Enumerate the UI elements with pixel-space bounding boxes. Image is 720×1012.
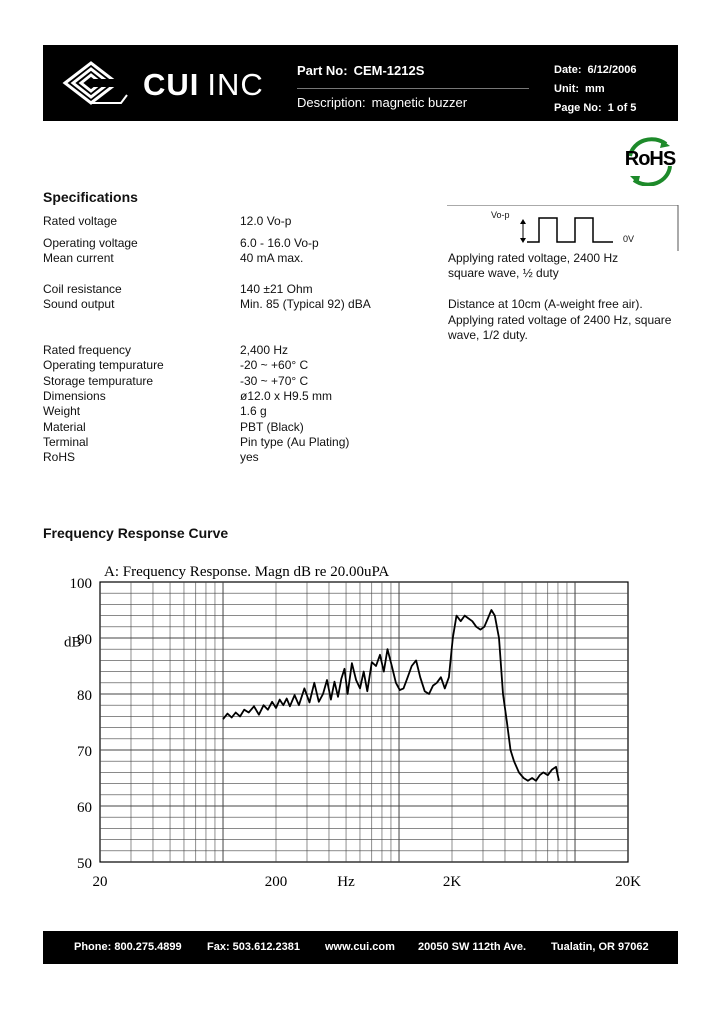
page-label: Page No: (554, 102, 602, 114)
spec-label: Operating voltage (43, 236, 138, 250)
note-line-1: Applying rated voltage, 2400 Hz (448, 251, 619, 265)
spec-label: Operating tempurature (43, 358, 164, 372)
spec-value: -30 ~ +70° C (240, 374, 309, 388)
part-value: CEM-1212S (353, 63, 425, 78)
spec-label: Storage tempurature (43, 374, 154, 388)
description-row (297, 93, 529, 113)
note-line-5: wave, 1/2 duty. (448, 328, 528, 342)
spec-value: ø12.0 x H9.5 mm (240, 389, 333, 403)
spec-label: Material (43, 420, 86, 434)
footer-fax: Fax: 503.612.2381 (207, 941, 300, 953)
spec-label: Rated frequency (43, 343, 132, 357)
spec-value: 40 mA max. (240, 251, 304, 265)
waveform-bottom-label: 0V (623, 234, 635, 244)
footer-web[interactable]: www.cui.com (325, 941, 395, 953)
frequency-response-chart (60, 560, 660, 890)
footer-city: Tualatin, OR 97062 (551, 941, 649, 953)
cui-logo (61, 55, 296, 111)
cui-brand (143, 67, 264, 103)
part-label: Part No: (297, 63, 348, 78)
spec-label: Mean current (43, 251, 114, 265)
unit-label: Unit: (554, 83, 580, 95)
y-tick-label: 60 (77, 800, 92, 816)
spec-label: Weight (43, 404, 81, 418)
description-value: magnetic buzzer (371, 95, 468, 110)
y-tick-label: 80 (77, 688, 92, 704)
y-axis-label: dB (64, 634, 82, 651)
part-number-row (297, 61, 529, 81)
note-line-2: square wave, ½ duty (448, 266, 559, 280)
date-value: 6/12/2006 (587, 64, 637, 76)
waveform-top-label: Vo-p (491, 210, 510, 220)
x-tick-label: 20 (92, 874, 108, 890)
y-tick-label: 50 (77, 856, 92, 872)
rohs-badge (622, 136, 678, 186)
spec-label: Rated voltage (43, 214, 118, 228)
spec-value: -20 ~ +60° C (240, 358, 309, 372)
spec-label: Coil resistance (43, 282, 122, 296)
spec-value: 1.6 g (240, 404, 267, 418)
rohs-text: RoHS (624, 148, 676, 170)
footer-address: 20050 SW 112th Ave. (418, 941, 527, 953)
doc-meta (554, 61, 636, 118)
page-row (554, 99, 636, 118)
note-line-3: Distance at 10cm (A-weight free air). (448, 297, 643, 311)
y-tick-label: 100 (69, 576, 92, 592)
chart-title: A: Frequency Response. Magn dB re 20.00uPA (104, 564, 390, 580)
spec-value: 6.0 - 16.0 Vo-p (240, 236, 319, 250)
waveform-diagram (447, 205, 679, 252)
spec-value: 140 ±21 Ohm (240, 282, 313, 296)
spec-value: PBT (Black) (240, 420, 304, 434)
page-value: 1 of 5 (607, 102, 637, 114)
spec-label: RoHS (43, 450, 76, 464)
specs-title: Specifications (43, 189, 138, 205)
unit-value: mm (585, 83, 605, 95)
footer-phone: Phone: 800.275.4899 (74, 941, 182, 953)
spec-value: Min. 85 (Typical 92) dBA (240, 297, 371, 311)
part-info (297, 61, 529, 113)
description-label: Description: (297, 95, 366, 110)
note-line-4: Applying rated voltage of 2400 Hz, square (448, 313, 672, 327)
cui-logo-mark-icon (61, 55, 133, 111)
brand-thin: INC (207, 67, 264, 102)
plot-frame (100, 582, 628, 862)
document-footer (43, 931, 678, 964)
x-tick-label: 2K (442, 874, 462, 890)
spec-value: Pin type (Au Plating) (240, 435, 350, 449)
y-tick-label: 90 (77, 632, 92, 648)
spec-label: Sound output (43, 297, 115, 311)
brand-bold: CUI (143, 67, 200, 102)
spec-value: 12.0 Vo-p (240, 214, 292, 228)
header-divider (297, 88, 529, 89)
y-tick-label: 70 (77, 744, 92, 760)
spec-value: yes (240, 450, 259, 464)
spec-label: Terminal (43, 435, 89, 449)
x-axis-label: Hz (337, 874, 355, 890)
date-label: Date: (554, 64, 582, 76)
x-tick-label: 200 (264, 874, 288, 890)
spec-value: 2,400 Hz (240, 343, 289, 357)
document-header (43, 45, 678, 121)
date-row (554, 61, 636, 80)
unit-row (554, 80, 636, 99)
spec-label: Dimensions (43, 389, 106, 403)
x-tick-label: 20K (615, 874, 641, 890)
freq-title: Frequency Response Curve (43, 525, 229, 541)
